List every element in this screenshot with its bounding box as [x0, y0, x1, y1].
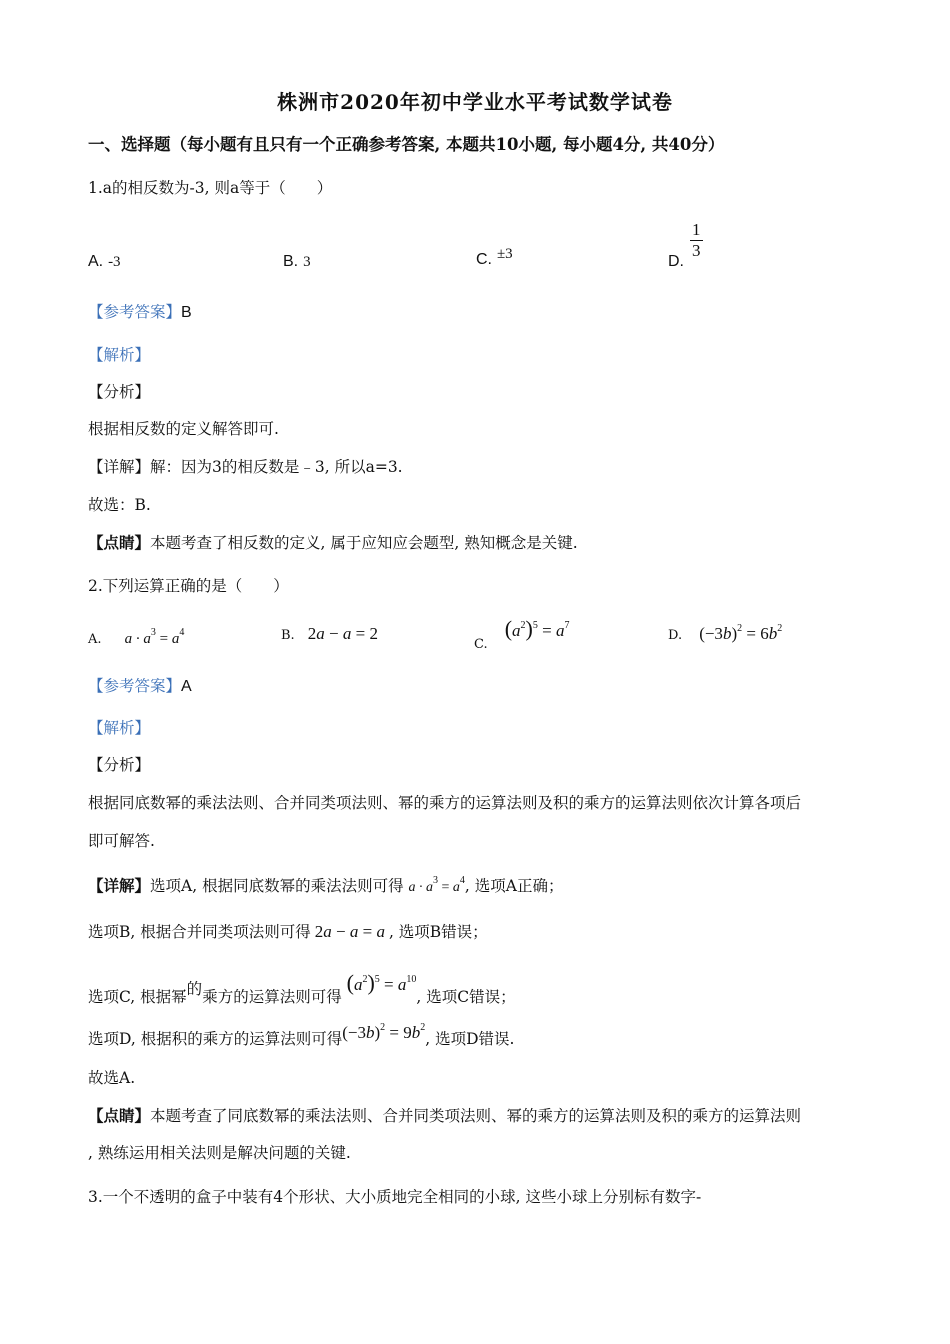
- q1-conclusion: 故选：B.: [88, 496, 151, 514]
- page-title: 株洲市2020年初中学业水平考试数学试卷: [277, 90, 673, 114]
- q1-fenxi-text: 根据相反数的定义解答即可.: [88, 420, 279, 438]
- detail-text: , 选项D错误.: [425, 1030, 515, 1048]
- q2-comment-line1: [88, 1104, 801, 1126]
- q2-option-b: [281, 624, 378, 644]
- detail-text: , 选项C错误；: [416, 988, 516, 1006]
- q2-stem: 2.下列运算正确的是（ ）: [88, 577, 289, 595]
- detail-text: 解：因为3的相反数是﹣3, 所以a=3.: [150, 458, 403, 476]
- answer-value: B: [181, 304, 192, 321]
- q2-detail-d: [88, 1022, 515, 1049]
- q2-detail-b: [88, 920, 488, 942]
- answer-tag: 【参考答案】: [88, 303, 182, 321]
- q1-comment: [88, 531, 578, 553]
- q2-fenxi-tag: 【分析】: [88, 756, 151, 774]
- detail-tag: 【详解】: [88, 876, 151, 895]
- detail-expr: $(a^2)^5 = a^{10}$: [346, 970, 417, 995]
- comment-text: 本题考查了相反数的定义, 属于应知应会题型, 熟知概念是关键.: [150, 534, 578, 552]
- q2-detail-a: [88, 874, 563, 896]
- option-label: A.: [88, 253, 104, 270]
- option-label: B.: [283, 253, 299, 270]
- option-label: D.: [668, 253, 684, 270]
- option-label: C.: [474, 637, 488, 652]
- q1-answer: [88, 300, 192, 322]
- q2-conclusion: 故选A.: [88, 1069, 136, 1087]
- option-value: ±3: [496, 246, 513, 262]
- q1-analysis-tag: 【解析】: [88, 346, 151, 364]
- q2-analysis-tag: 【解析】: [88, 719, 151, 737]
- detail-tag: 【详解】: [88, 458, 151, 476]
- q1-option-c: [476, 246, 513, 269]
- detail-text: 乘方的运算法则可得: [202, 988, 342, 1006]
- comment-tag: 【点睛】: [88, 1106, 151, 1125]
- q2-detail-c: [88, 970, 516, 1008]
- q1-detail: [88, 455, 403, 477]
- detail-expr: $(-3b)^2 = 9b^2$: [342, 1022, 426, 1042]
- comment-text: 本题考查了同底数幂的乘法法则、合并同类项法则、幂的乘方的运算法则及积的乘方的运算法则: [150, 1107, 802, 1125]
- q2-fenxi-line1: 根据同底数幂的乘法法则、合并同类项法则、幂的乘方的运算法则及积的乘方的运算法则依次计算各项后: [88, 794, 802, 812]
- detail-text: 选项B, 根据合并同类项法则可得: [88, 923, 311, 941]
- detail-expr: $a \cdot a^3 = a^4$: [408, 875, 465, 895]
- comment-tag: 【点睛】: [88, 533, 151, 552]
- fraction-numerator: 1: [692, 220, 701, 239]
- option-value: 3: [303, 254, 311, 270]
- q3-stem: 3.一个不透明的盒子中装有4个形状、大小质地完全相同的小球, 这些小球上分别标有数字-: [88, 1188, 702, 1206]
- option-label: D.: [668, 628, 683, 643]
- q2-option-a: [88, 628, 184, 648]
- option-label: C.: [476, 251, 492, 268]
- q2-answer: [88, 674, 192, 696]
- q2-option-c: [474, 616, 570, 652]
- fraction-denominator: 3: [692, 240, 701, 260]
- q1-option-a: [88, 252, 121, 271]
- q1-fenxi-tag: 【分析】: [88, 383, 151, 401]
- option-label: A.: [88, 632, 102, 647]
- option-expr: 2a − a = 2: [307, 624, 378, 643]
- section-heading: 一、选择题（每小题有且只有一个正确参考答案, 本题共10小题, 每小题4分, 共40分）: [88, 135, 725, 154]
- q2-fenxi-line2: 即可解答.: [88, 832, 155, 850]
- option-value: -3: [108, 254, 121, 270]
- option-expr: $a \cdot a^3 = a^4$: [124, 627, 185, 647]
- detail-text: , 选项A正确；: [464, 877, 564, 895]
- detail-expr: 2a − a = a: [314, 922, 385, 941]
- q2-comment-line2: , 熟练运用相关法则是解决问题的关键.: [88, 1144, 351, 1162]
- detail-text: 选项D, 根据积的乘方的运算法则可得: [88, 1030, 343, 1048]
- option-expr: $(a^2)^5 = a^7$: [504, 616, 570, 641]
- detail-text: , 选项B错误；: [388, 923, 488, 941]
- q1-option-d: [668, 252, 684, 271]
- option-label: B.: [281, 628, 295, 643]
- detail-text: 选项C, 根据幂: [88, 988, 187, 1006]
- detail-text: 的: [186, 980, 203, 998]
- q1-option-b: [283, 252, 311, 271]
- answer-tag: 【参考答案】: [88, 677, 182, 695]
- answer-value: A: [181, 678, 192, 695]
- option-expr: $(-3b)^2 = 6b^2$: [699, 623, 783, 643]
- q1-stem: 1.a的相反数为-3, 则a等于（ ）: [88, 179, 333, 197]
- fraction: [690, 221, 703, 260]
- q2-option-d: [668, 624, 782, 644]
- detail-text: 选项A, 根据同底数幂的乘法法则可得: [150, 877, 404, 895]
- q1-option-d-fraction: [690, 221, 703, 260]
